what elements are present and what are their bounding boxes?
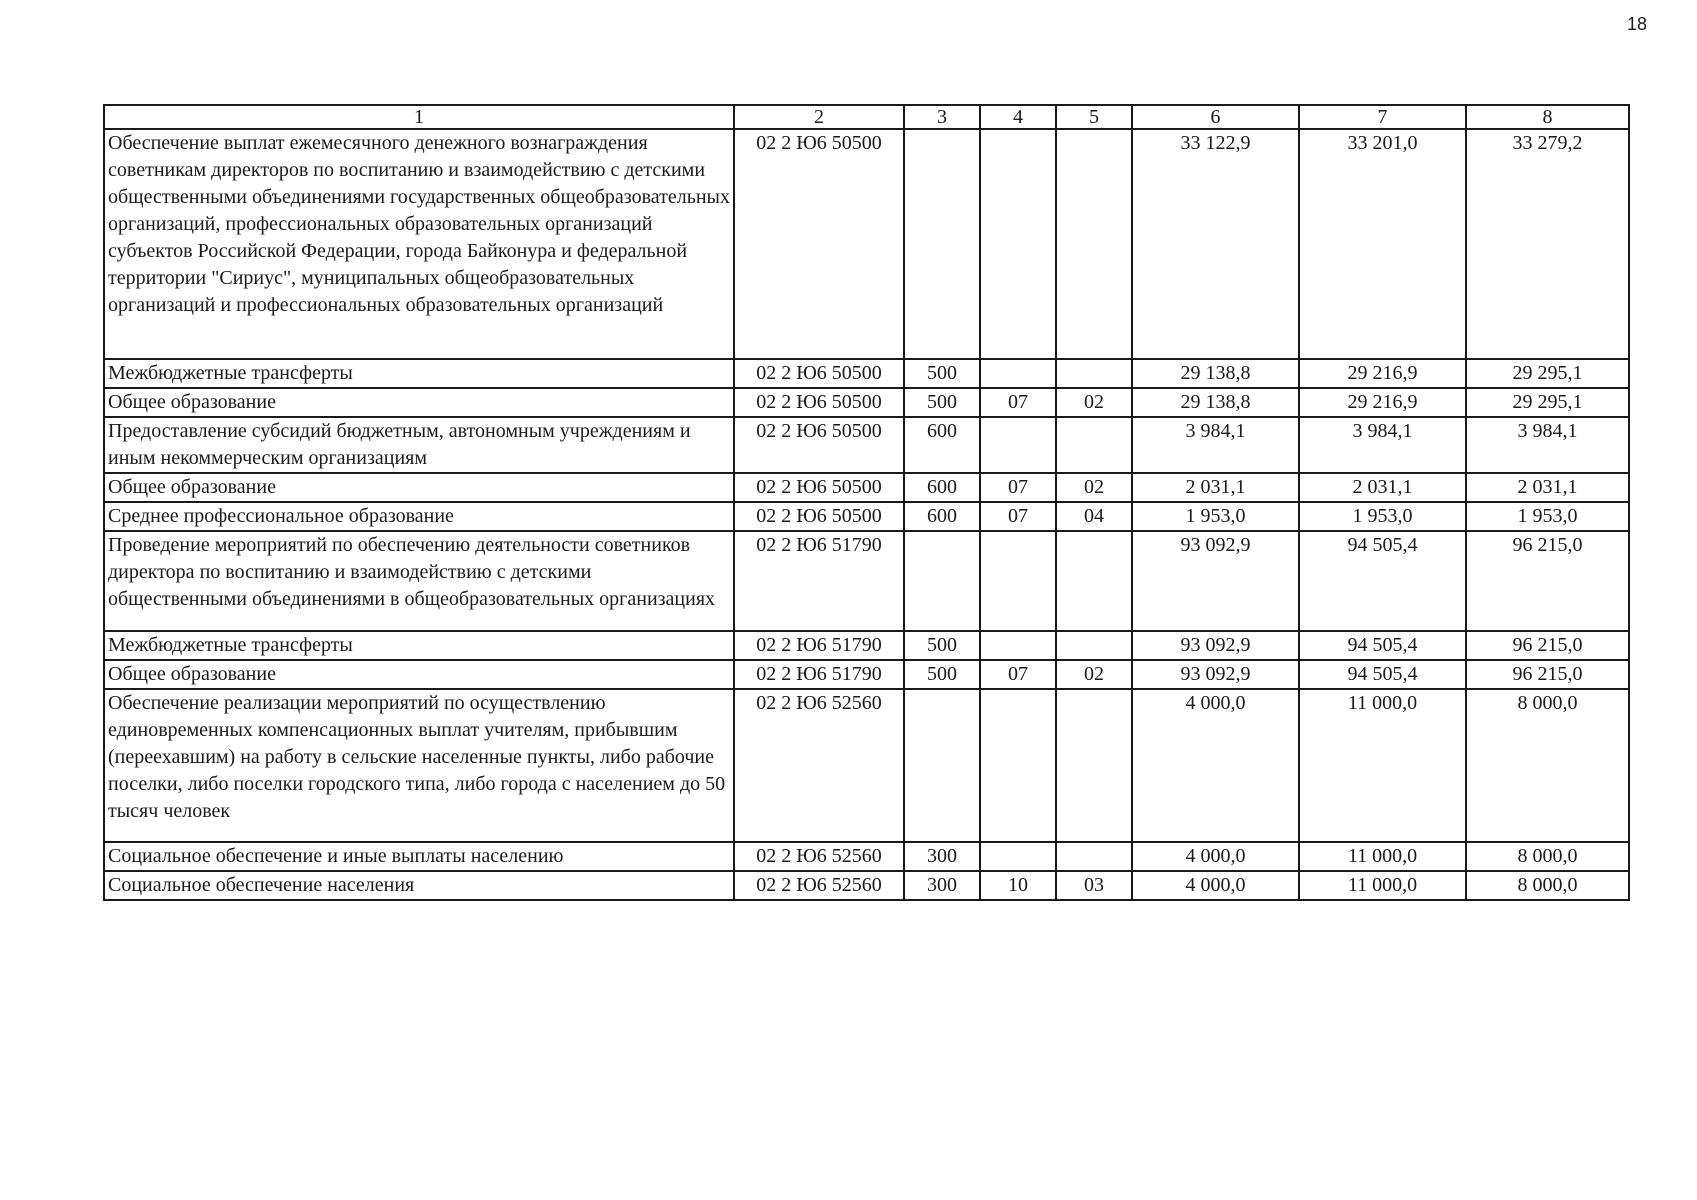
page-number: 18: [1626, 14, 1647, 34]
row-value-col7-cell: 1 953,0: [1299, 502, 1466, 531]
row-subsection-cell: 03: [1056, 871, 1132, 900]
row-subsection-cell: [1056, 417, 1132, 473]
row-subsection-cell: [1056, 359, 1132, 388]
header-cell: 2: [734, 105, 904, 129]
row-code-cell: 02 2 Ю6 52560: [734, 871, 904, 900]
table-row: [104, 129, 1629, 359]
row-code-cell: 02 2 Ю6 50500: [734, 502, 904, 531]
row-value-col8-cell: 3 984,1: [1466, 417, 1629, 473]
row-value-col6-cell: 2 031,1: [1132, 473, 1299, 502]
row-value-col8-cell: 2 031,1: [1466, 473, 1629, 502]
row-expense-type-cell: 500: [904, 359, 980, 388]
row-value-col7-cell: 11 000,0: [1299, 689, 1466, 842]
header-cell: 5: [1056, 105, 1132, 129]
row-value-col6-cell: 4 000,0: [1132, 842, 1299, 871]
row-value-col6-cell: 93 092,9: [1132, 531, 1299, 631]
row-subsection-cell: 02: [1056, 388, 1132, 417]
row-name-cell: Среднее профессиональное образование: [104, 502, 734, 531]
table-row: [104, 842, 1629, 871]
table-row: [104, 473, 1629, 502]
row-value-col6-cell: 93 092,9: [1132, 660, 1299, 689]
row-code-cell: 02 2 Ю6 52560: [734, 689, 904, 842]
row-section-cell: [980, 689, 1056, 842]
row-expense-type-cell: 500: [904, 388, 980, 417]
header-cell: 7: [1299, 105, 1466, 129]
row-name-cell: Межбюджетные трансферты: [104, 631, 734, 660]
row-expense-type-cell: 500: [904, 631, 980, 660]
row-value-col7-cell: 3 984,1: [1299, 417, 1466, 473]
row-value-col7-cell: 2 031,1: [1299, 473, 1466, 502]
table-header-row: [104, 105, 1629, 129]
row-code-cell: 02 2 Ю6 52560: [734, 842, 904, 871]
row-value-col8-cell: 96 215,0: [1466, 531, 1629, 631]
row-name-cell: Социальное обеспечение населения: [104, 871, 734, 900]
table-row: [104, 359, 1629, 388]
row-expense-type-cell: 300: [904, 871, 980, 900]
table-row: [104, 388, 1629, 417]
row-value-col6-cell: 4 000,0: [1132, 871, 1299, 900]
row-value-col7-cell: 94 505,4: [1299, 631, 1466, 660]
header-cell: 1: [104, 105, 734, 129]
table-row: [104, 689, 1629, 842]
row-subsection-cell: 02: [1056, 473, 1132, 502]
header-cell: 6: [1132, 105, 1299, 129]
row-value-col8-cell: 29 295,1: [1466, 388, 1629, 417]
row-code-cell: 02 2 Ю6 50500: [734, 473, 904, 502]
row-subsection-cell: 02: [1056, 660, 1132, 689]
row-expense-type-cell: [904, 531, 980, 631]
row-name-cell: Межбюджетные трансферты: [104, 359, 734, 388]
row-expense-type-cell: 600: [904, 502, 980, 531]
row-name-cell: Предоставление субсидий бюджетным, автономным учреждениям и иным некоммерческим организациям: [104, 417, 734, 473]
row-expense-type-cell: [904, 129, 980, 359]
row-value-col8-cell: 8 000,0: [1466, 689, 1629, 842]
table-row: [104, 417, 1629, 473]
row-code-cell: 02 2 Ю6 51790: [734, 631, 904, 660]
row-code-cell: 02 2 Ю6 50500: [734, 388, 904, 417]
row-section-cell: 07: [980, 660, 1056, 689]
row-name-cell: Общее образование: [104, 388, 734, 417]
row-value-col7-cell: 29 216,9: [1299, 359, 1466, 388]
row-section-cell: 07: [980, 473, 1056, 502]
row-section-cell: 10: [980, 871, 1056, 900]
row-code-cell: 02 2 Ю6 51790: [734, 660, 904, 689]
row-value-col8-cell: 96 215,0: [1466, 631, 1629, 660]
row-value-col8-cell: 29 295,1: [1466, 359, 1629, 388]
row-value-col7-cell: 29 216,9: [1299, 388, 1466, 417]
header-cell: 4: [980, 105, 1056, 129]
row-section-cell: [980, 531, 1056, 631]
table-row: [104, 502, 1629, 531]
row-section-cell: [980, 129, 1056, 359]
table-row: [104, 871, 1629, 900]
row-expense-type-cell: 500: [904, 660, 980, 689]
row-name-cell: Социальное обеспечение и иные выплаты населению: [104, 842, 734, 871]
row-value-col6-cell: 4 000,0: [1132, 689, 1299, 842]
row-value-col8-cell: 8 000,0: [1466, 842, 1629, 871]
row-value-col6-cell: 1 953,0: [1132, 502, 1299, 531]
row-name-cell: Проведение мероприятий по обеспечению деятельности советников директора по воспитанию и взаимодействию с детскими общественными объединениями в общеобразовательных организациях: [104, 531, 734, 631]
row-value-col7-cell: 94 505,4: [1299, 531, 1466, 631]
row-subsection-cell: [1056, 842, 1132, 871]
row-subsection-cell: [1056, 631, 1132, 660]
row-value-col8-cell: 33 279,2: [1466, 129, 1629, 359]
row-value-col6-cell: 3 984,1: [1132, 417, 1299, 473]
row-expense-type-cell: [904, 689, 980, 842]
budget-table: [103, 104, 1630, 901]
row-expense-type-cell: 300: [904, 842, 980, 871]
table-row: [104, 631, 1629, 660]
row-subsection-cell: [1056, 689, 1132, 842]
row-value-col7-cell: 11 000,0: [1299, 842, 1466, 871]
row-value-col8-cell: 96 215,0: [1466, 660, 1629, 689]
row-code-cell: 02 2 Ю6 50500: [734, 129, 904, 359]
row-section-cell: 07: [980, 502, 1056, 531]
row-name-cell: Обеспечение реализации мероприятий по осуществлению единовременных компенсационных выплат учителям, прибывшим (переехавшим) на работу в сельские населенные пункты, либо рабочие поселки, либо поселки городского типа, либо города с населением до 50 тысяч человек: [104, 689, 734, 842]
row-value-col7-cell: 33 201,0: [1299, 129, 1466, 359]
row-value-col7-cell: 11 000,0: [1299, 871, 1466, 900]
row-section-cell: 07: [980, 388, 1056, 417]
row-value-col6-cell: 29 138,8: [1132, 359, 1299, 388]
row-value-col6-cell: 29 138,8: [1132, 388, 1299, 417]
row-value-col8-cell: 1 953,0: [1466, 502, 1629, 531]
row-value-col7-cell: 94 505,4: [1299, 660, 1466, 689]
table-row: [104, 660, 1629, 689]
header-cell: 3: [904, 105, 980, 129]
row-expense-type-cell: 600: [904, 473, 980, 502]
row-value-col6-cell: 33 122,9: [1132, 129, 1299, 359]
row-section-cell: [980, 359, 1056, 388]
row-value-col6-cell: 93 092,9: [1132, 631, 1299, 660]
table-row: [104, 531, 1629, 631]
row-code-cell: 02 2 Ю6 50500: [734, 417, 904, 473]
row-section-cell: [980, 631, 1056, 660]
row-section-cell: [980, 417, 1056, 473]
row-subsection-cell: 04: [1056, 502, 1132, 531]
row-code-cell: 02 2 Ю6 50500: [734, 359, 904, 388]
row-section-cell: [980, 842, 1056, 871]
row-name-cell: Обеспечение выплат ежемесячного денежного вознаграждения советникам директоров по воспитанию и взаимодействию с детскими общественными объединениями государственных общеобразовательных организаций, профессиональных образовательных организаций субъектов Российской Федерации, города Байконура и федеральной территории "Сириус", муниципальных общеобразовательных организаций и профессиональных образовательных организаций: [104, 129, 734, 359]
row-code-cell: 02 2 Ю6 51790: [734, 531, 904, 631]
row-subsection-cell: [1056, 531, 1132, 631]
row-name-cell: Общее образование: [104, 660, 734, 689]
row-name-cell: Общее образование: [104, 473, 734, 502]
row-subsection-cell: [1056, 129, 1132, 359]
row-value-col8-cell: 8 000,0: [1466, 871, 1629, 900]
row-expense-type-cell: 600: [904, 417, 980, 473]
header-cell: 8: [1466, 105, 1629, 129]
